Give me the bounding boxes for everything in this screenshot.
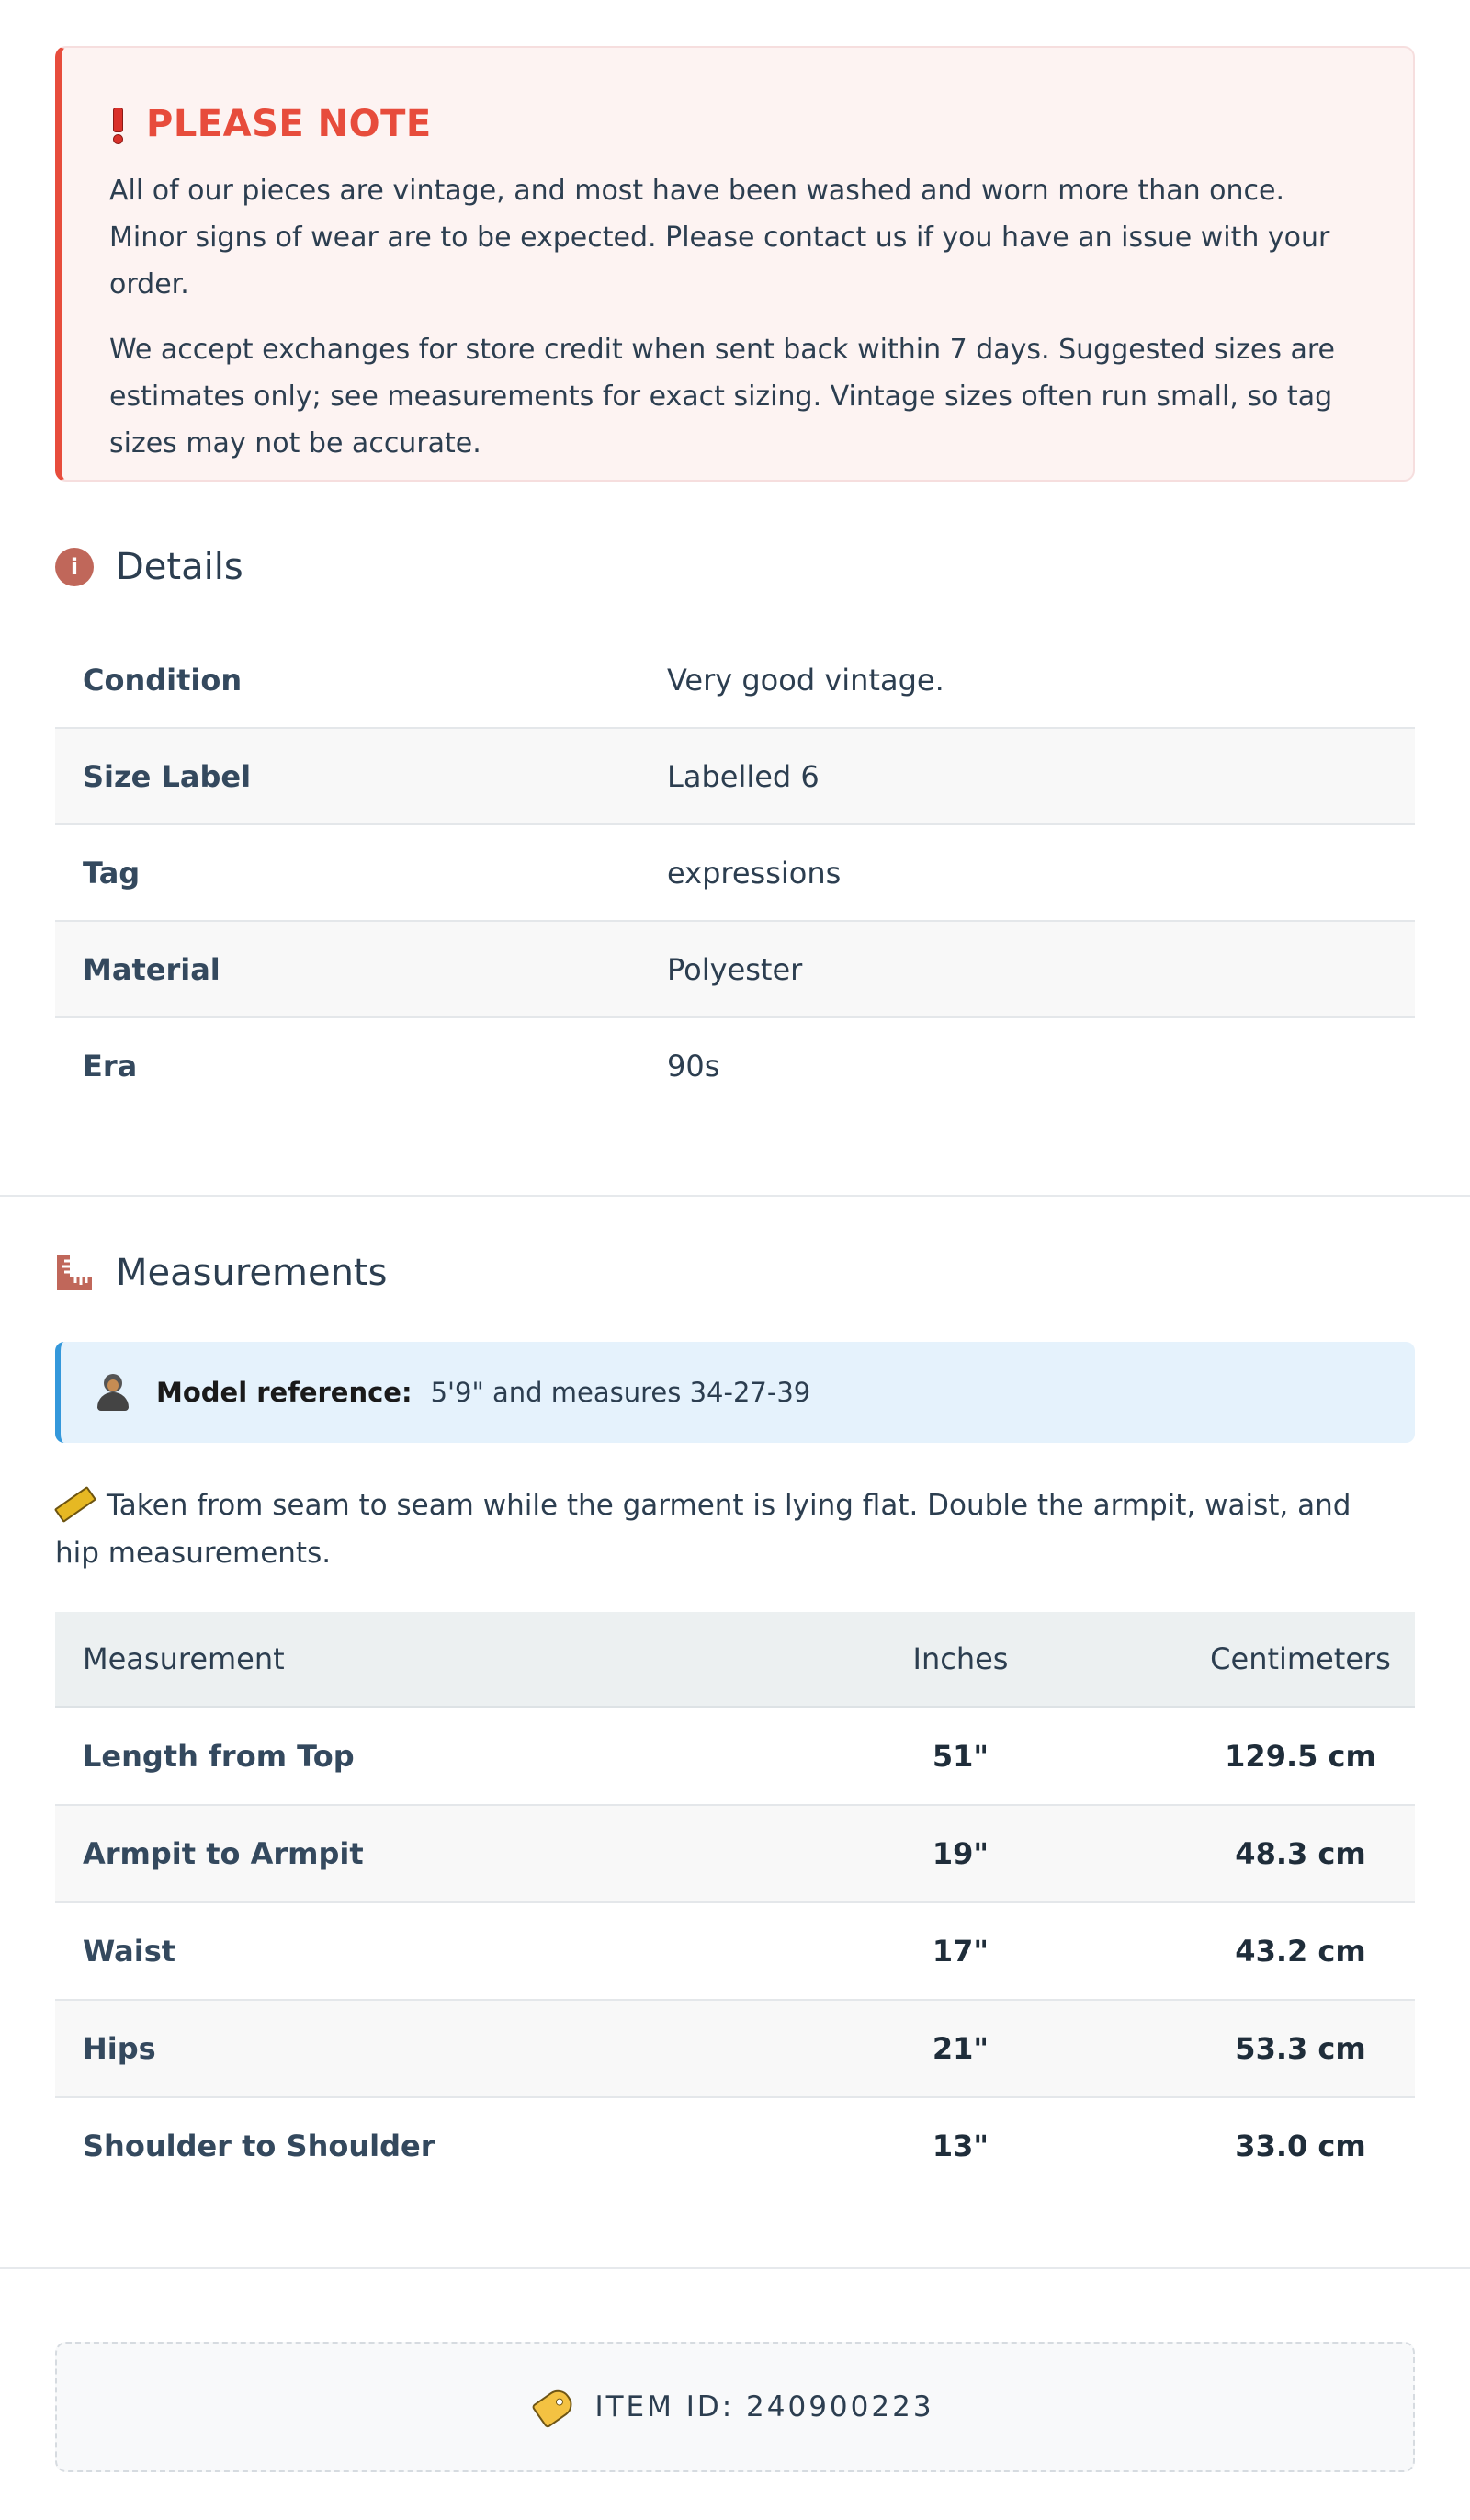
- model-reference-label: Model reference:: [156, 1377, 413, 1408]
- note-title: PLEASE NOTE: [146, 103, 432, 145]
- table-row: [55, 2001, 1415, 2098]
- measurement-cm: 129.5 cm: [1225, 1739, 1376, 1774]
- section-divider: [0, 1195, 1470, 1197]
- item-id-box: [55, 2342, 1415, 2472]
- ruler-icon: [55, 1254, 94, 1292]
- table-row: [55, 1903, 1415, 2001]
- pencil-ruler-icon: [54, 1486, 96, 1523]
- details-value: Labelled 6: [667, 758, 820, 794]
- measurement-name: Hips: [83, 2031, 156, 2066]
- measurement-cm: 48.3 cm: [1235, 1836, 1366, 1871]
- details-label: Condition: [83, 662, 243, 698]
- details-table: [55, 632, 1415, 1113]
- measurement-name: Waist: [83, 1934, 176, 1969]
- item-id-label: ITEM ID: 240900223: [594, 2390, 934, 2424]
- details-row: [55, 729, 1415, 825]
- details-row: [55, 632, 1415, 729]
- details-title: Details: [116, 546, 243, 588]
- measurement-inches: 17": [932, 1934, 989, 1969]
- measurement-inches: 13": [932, 2128, 989, 2163]
- measurement-name: Armpit to Armpit: [83, 1836, 364, 1871]
- details-row: [55, 825, 1415, 922]
- measurement-inches: 19": [932, 1836, 989, 1871]
- note-paragraph-2: We accept exchanges for store credit when sent back within 7 days. Suggested sizes are estimates only; see measurements for exact sizing. Vintage sizes often run small, so tag sizes may not be accurate.: [109, 334, 1336, 460]
- column-header: Measurement: [83, 1641, 285, 1676]
- column-header: Centimeters: [1210, 1641, 1391, 1676]
- measurement-cm: 43.2 cm: [1235, 1934, 1366, 1969]
- note-header: [109, 101, 1369, 147]
- measurement-instruction: [55, 1481, 1378, 1577]
- details-label: Size Label: [83, 758, 252, 794]
- measurement-name: Length from Top: [83, 1739, 355, 1774]
- model-reference-box: [55, 1342, 1415, 1443]
- table-row: [55, 1708, 1415, 1806]
- details-value: Polyester: [667, 951, 803, 987]
- details-value: expressions: [667, 855, 842, 891]
- note-paragraph-1: All of our pieces are vintage, and most have been washed and worn more than once. Minor signs of wear are to be expected. Please contact us if you have an issue with your order.: [109, 175, 1330, 301]
- model-reference-value: 5'9" and measures 34-27-39: [430, 1377, 811, 1408]
- details-header: [55, 546, 243, 588]
- tag-icon: [531, 2385, 577, 2429]
- measurements-title: Measurements: [116, 1252, 388, 1294]
- details-row: [55, 1018, 1415, 1113]
- column-header: Inches: [912, 1641, 1009, 1676]
- measurement-inches: 21": [932, 2031, 989, 2066]
- details-label: Material: [83, 951, 220, 987]
- details-row: [55, 922, 1415, 1018]
- measurement-inches: 51": [932, 1739, 989, 1774]
- details-value: 90s: [667, 1048, 720, 1084]
- table-row: [55, 2098, 1415, 2194]
- person-icon: [97, 1374, 129, 1411]
- please-note-box: [55, 46, 1415, 482]
- instruction-text: Taken from seam to seam while the garment is lying flat. Double the armpit, waist, and hip measurements.: [55, 1489, 1351, 1570]
- measurement-cm: 33.0 cm: [1235, 2128, 1366, 2163]
- details-value: Very good vintage.: [667, 662, 944, 698]
- exclamation-icon: [109, 106, 124, 142]
- measurement-name: Shoulder to Shoulder: [83, 2128, 435, 2163]
- details-label: Tag: [83, 855, 141, 891]
- details-label: Era: [83, 1048, 138, 1084]
- section-divider: [0, 2267, 1470, 2269]
- measurements-table: [55, 1612, 1415, 2194]
- measurements-header: [55, 1252, 387, 1294]
- table-header-row: [55, 1612, 1415, 1708]
- table-row: [55, 1806, 1415, 1903]
- measurement-cm: 53.3 cm: [1235, 2031, 1366, 2066]
- info-icon: i: [55, 548, 94, 586]
